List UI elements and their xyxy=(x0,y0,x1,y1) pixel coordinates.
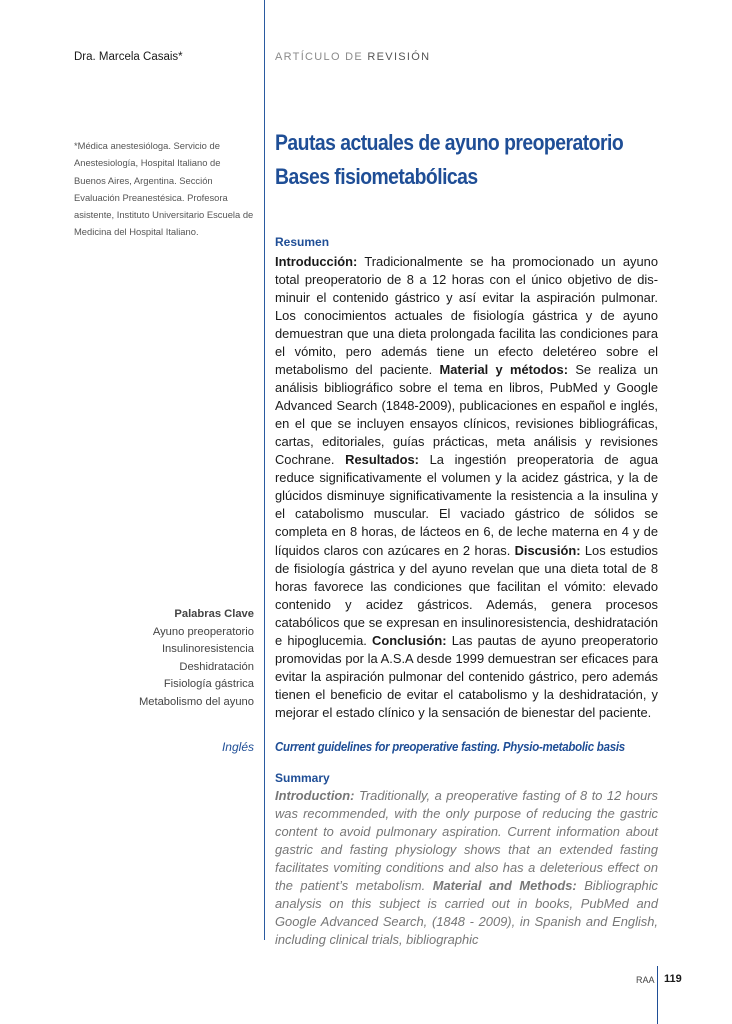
material-text: Se realiza un análisis bibliográfico sobre el tema en libros, PubMed y Google Advanced Search (1848-2009), publicaciones en español e inglés, en el que se incluyen ensayos clínicos, revisiones bibliográficas, cartas, editoriales, guías prácticas, meta análisis y revisiones Cochrane. xyxy=(275,362,659,468)
article-title-line2: Bases fisiometabólicas xyxy=(275,164,478,189)
methods-label: Material and Methods: xyxy=(432,878,577,894)
introduccion-label: Introducción: xyxy=(275,254,358,269)
resultados-text: La ingestión preoperatoria de agua reduce significativamente el volumen y la acidez gástrica, y la de glúcidos disminuye significativamente la resistencia a la insulina y el catabolismo muscular. El vaciado gástrico de sólidos se completa en 8 horas, de lácteos en 6, de leche materna en 4 y de líquidos claros con azúcares en 2 horas. xyxy=(275,452,658,558)
footer-divider xyxy=(657,966,658,1024)
discusion-text: Los estudios de fisiología gástrica y del ayuno revelan que una dieta total de 8 horas favorece las condiciones que facilitan el vómito: elevado contenido y acidez gástricos. Además, genera procesos catabólicos que se expresan en insulinoresistencia, deshidratación e hipoglucemia. xyxy=(275,542,658,648)
keyword-item: Metabolismo del ayuno xyxy=(138,695,254,708)
keyword-item: Insulinoresistencia xyxy=(161,643,254,656)
journal-abbrev: RAA xyxy=(636,975,655,985)
article-title-line1: Pautas actuales de ayuno preoperatorio xyxy=(275,130,624,155)
english-title: Current guidelines for preoperative fasting. Physio-metabolic basis xyxy=(275,739,625,754)
conclusion-text: Las pautas de ayuno preoperatorio promovidas por la A.S.A desde 1999 demuestran ser eficaces para evitar la aspiración pulmonar del contenido gástrico, pero además tienen el beneficio de evitar el catabolismo y la deshidratación, y mejorar el estado clínico y la sensación de bienestar del paciente. xyxy=(275,632,658,720)
keywords-title: Palabras Clave xyxy=(174,608,254,620)
page-number: 119 xyxy=(664,973,682,985)
section-label-prefix: ARTÍCULO DE xyxy=(275,51,368,63)
keyword-item: Fisiología gástrica xyxy=(163,678,254,691)
section-label xyxy=(275,51,430,63)
conclusion-label: Conclusión: xyxy=(372,632,447,648)
introduction-text: Traditionally, a preoperative fasting of 8 to 12 hours was recommended, with the only purpose of reducing the gastric content to avoid pulmonary aspiration. Current information about gastric and fasting physiology shows that an extended fasting facilitates vomiting conditions and also has a deleterious effect on the patient’s metabolism. xyxy=(275,788,658,894)
author-affiliation: *Médica anestesióloga. Servicio de Anestesiología, Hospital Italiano de Buenos Aires, Argentina. Sección Evaluación Preanestésica. Profesora asistente, Instituto Universitario Escuela de Medicina del Hospital Italiano. xyxy=(74,140,254,238)
section-label-main: REVISIÓN xyxy=(367,51,431,63)
resumen-heading: Resumen xyxy=(275,235,330,249)
discusion-label: Discusión: xyxy=(514,542,581,558)
summary-heading: Summary xyxy=(275,771,330,785)
author-name: Dra. Marcela Casais* xyxy=(74,51,183,63)
summary-body xyxy=(275,787,658,949)
keyword-item: Deshidratación xyxy=(179,660,254,673)
column-divider xyxy=(264,0,265,940)
language-label: Inglés xyxy=(221,740,254,754)
resultados-label: Resultados: xyxy=(345,452,419,468)
resumen-body xyxy=(275,253,658,722)
methods-text: Bibliographic analysis on this subject is carried out in books, PubMed and Google Advanced Search, (1848 - 2009), in Spanish and English, including clinical trials, bibliographic xyxy=(275,878,659,948)
article-title xyxy=(275,126,653,194)
material-label: Material y métodos: xyxy=(439,362,569,378)
introduction-label: Introduction: xyxy=(275,788,355,803)
introduccion-text: Tradicionalmente se ha promocionado un ayuno total preoperatorio de 8 a 12 horas con el único objetivo de disminuir el contenido gástrico y así evitar la aspiración pulmonar. Los conocimientos actuales de fisiología gástrica y de ayuno demuestran que una dieta prolongada facilita las condiciones para el vómito, pero además tiene un efecto deletéreo sobre el metabolismo del paciente. xyxy=(275,254,658,378)
keyword-item: Ayuno preoperatorio xyxy=(152,625,254,638)
keywords-block xyxy=(74,606,254,712)
